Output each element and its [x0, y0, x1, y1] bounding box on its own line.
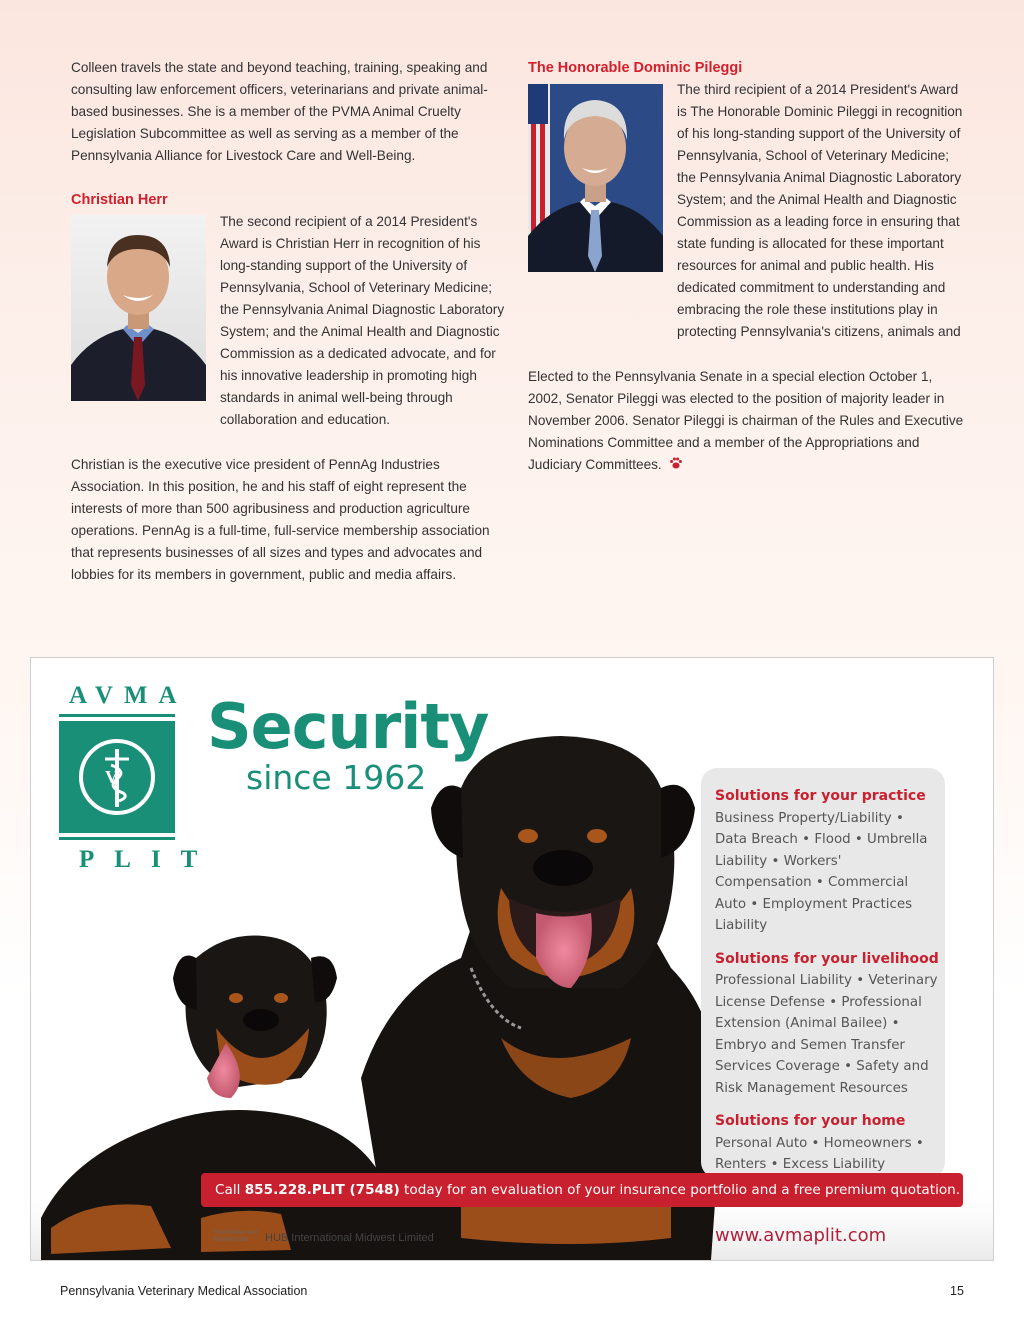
page-number: 15 [950, 1284, 964, 1298]
paw-icon [669, 456, 683, 470]
svg-text:V: V [105, 767, 118, 787]
pileggi-photo [528, 84, 663, 272]
cta-bar [201, 1173, 963, 1207]
avma-plit-advertisement [30, 657, 994, 1261]
cta-prefix: Call [215, 1182, 245, 1198]
footer-publication: Pennsylvania Veterinary Medical Association [60, 1284, 308, 1298]
herr-wrap-text [220, 211, 506, 431]
pileggi-continued [528, 299, 968, 343]
livelihood-body: Professional Liability • Veterinary License Defense • Professional Extension (Animal Bailee) • Embryo and Semen Transfer Services Coverage • Safety and Risk Management Resources [715, 973, 938, 1096]
cta-suffix: today for an evaluation of your insurance portfolio and a free premium quotation. [399, 1182, 961, 1198]
livelihood-title: Solutions for your livelihood [715, 950, 939, 967]
avma-plit-logo [59, 682, 218, 874]
herr-heading: Christian Herr [71, 192, 168, 208]
ad-subheadline: since 1962 [246, 758, 427, 797]
broker-name: HUB International Midwest Limited [265, 1232, 434, 1244]
logo-emblem [59, 721, 175, 833]
broker-label: Trust Broker and Administrator: [213, 1230, 258, 1243]
pileggi-heading-block [528, 57, 968, 79]
logo-bottom-text: PLIT [79, 846, 218, 873]
home-body: Personal Auto • Homeowners • Renters • Excess Liability [715, 1135, 924, 1172]
home-title: Solutions for your home [715, 1113, 906, 1129]
logo-rule-bottom [59, 837, 175, 840]
pileggi-paragraph-1: The third recipient of a 2014 President's Award is The Honorable Dominic Pileggi in recognition of his long-standing support of the University of Pennsylvania, School of Veterinary Medicine; the Pennsylvania Animal Diagnostic Laboratory System; and the Animal Health and Diagnostic Commission as a leading force in ensuring that state funding is allocated for these important resources for animal and public health. His dedicated commitment to understanding and [677, 82, 963, 295]
practice-body: Business Property/Liability • Data Breach • Flood • Umbrella Liability • Workers' Compensation • Commercial Auto • Employment Practices Liability [715, 810, 928, 933]
ad-headline: Security [207, 690, 489, 763]
pileggi-paragraph-2-wrap [528, 366, 968, 476]
left-column [71, 57, 511, 211]
solutions-text [715, 786, 940, 1176]
pileggi-heading: The Honorable Dominic Pileggi [528, 60, 743, 76]
herr-paragraph-1: The second recipient of a 2014 President's Award is Christian Herr in recognition of his long-standing support of the University of Pennsylvania, School of Veterinary Medicine; the Pennsylvania Animal Diagnostic Laboratory System; and the Animal Health and Diagnostic Commission as a dedicated advocate, and for his innovative leadership in promoting high standards in animal well-being through collaboration and education. [220, 214, 505, 427]
cta-phone: 855.228.PLIT (7548) [244, 1182, 400, 1198]
herr-paragraph-2: Christian is the executive vice president of PennAg Industries Association. In this position, he and his staff of eight represent the interests of more than 500 agribusiness and production agriculture operations. PennAg is a full-time, full-service membership association that represents businesses of all sizes and types and advocates and lobbies for its members in government, public and media affairs. [71, 457, 490, 582]
ad-website-link[interactable]: www.avmaplit.com [715, 1225, 887, 1246]
herr-bio-block [71, 454, 511, 586]
pileggi-paragraph-2: Elected to the Pennsylvania Senate in a special election October 1, 2002, Senator Pileggi was elected to the position of majority leader in November 2006. Senator Pileggi is chairman of the Rules and Executive Nominations Committee and a member of the Appropriations and Judiciary Committees. [528, 369, 964, 472]
logo-top-text: AVMA [69, 682, 188, 709]
pileggi-wrap-text [677, 79, 967, 299]
caduceus-icon [75, 735, 159, 819]
logo-rule-top [59, 714, 175, 717]
practice-title: Solutions for your practice [715, 788, 926, 804]
herr-photo [71, 215, 206, 401]
pileggi-paragraph-1-continued: embracing the role these institutions play in protecting Pennsylvania's citizens, animals and [677, 302, 961, 339]
colleen-paragraph: Colleen travels the state and beyond teaching, training, speaking and consulting law enforcement officers, veterinarians and private animal-based businesses. She is a member of the PVMA Animal Cruelty Legislation Subcommittee as well as serving as a member of the Pennsylvania Alliance for Livestock Care and Well-Being. [71, 60, 488, 163]
pileggi-bio-block [528, 366, 968, 476]
